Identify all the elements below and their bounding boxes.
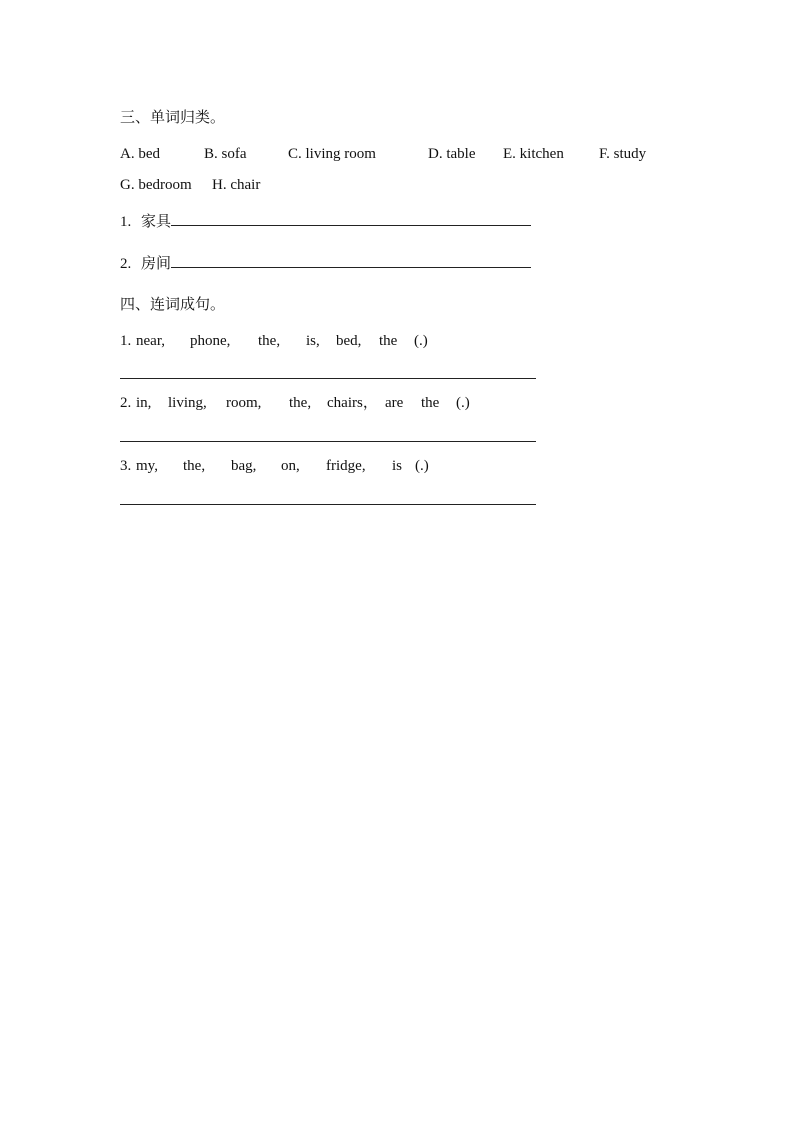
question-number: 3. bbox=[120, 458, 132, 474]
item-number: 2. bbox=[120, 256, 132, 272]
scrambled-word: is, bbox=[306, 333, 320, 349]
answer-blank[interactable] bbox=[171, 211, 531, 226]
scrambled-word: phone, bbox=[190, 333, 231, 349]
scrambled-word: the, bbox=[183, 458, 206, 474]
scrambled-word: living, bbox=[168, 395, 207, 411]
scrambled-word: chairs， bbox=[327, 395, 378, 411]
scrambled-word: (.) bbox=[456, 395, 470, 411]
classify-item-rooms bbox=[120, 253, 531, 274]
classify-item-furniture bbox=[120, 211, 531, 232]
scrambled-word: my, bbox=[136, 458, 158, 474]
scrambled-word: the bbox=[379, 333, 398, 349]
option-h: H. chair bbox=[212, 177, 261, 193]
option-e: E. kitchen bbox=[503, 146, 564, 162]
section4-heading: 四、连词成句。 bbox=[120, 295, 226, 313]
item-label: 房间 bbox=[141, 254, 172, 272]
option-b: B. sofa bbox=[204, 146, 247, 162]
answer-blank[interactable] bbox=[171, 253, 531, 268]
option-c: C. living room bbox=[288, 146, 376, 162]
scrambled-word: near, bbox=[136, 333, 165, 349]
option-a: A. bed bbox=[120, 146, 160, 162]
scrambled-word: in, bbox=[136, 395, 152, 411]
question-number: 1. bbox=[120, 333, 132, 349]
answer-line[interactable] bbox=[120, 378, 536, 379]
question-number: 2. bbox=[120, 395, 132, 411]
item-number: 1. bbox=[120, 214, 132, 230]
scrambled-word: room, bbox=[226, 395, 262, 411]
option-f: F. study bbox=[599, 146, 647, 162]
scrambled-word: the, bbox=[258, 333, 281, 349]
scrambled-word: the, bbox=[289, 395, 312, 411]
scrambled-word: is bbox=[392, 458, 403, 474]
item-label: 家具 bbox=[141, 212, 172, 230]
scrambled-word: bed, bbox=[336, 333, 362, 349]
option-d: D. table bbox=[428, 146, 476, 162]
scrambled-word: are bbox=[385, 395, 404, 411]
scrambled-word: (.) bbox=[414, 333, 428, 349]
answer-line[interactable] bbox=[120, 504, 536, 505]
scrambled-word: fridge, bbox=[326, 458, 366, 474]
option-g: G. bedroom bbox=[120, 177, 192, 193]
scrambled-word: on, bbox=[281, 458, 300, 474]
answer-line[interactable] bbox=[120, 441, 536, 442]
section3-heading: 三、单词归类。 bbox=[120, 108, 226, 126]
scrambled-word: (.) bbox=[415, 458, 429, 474]
scrambled-word: bag, bbox=[231, 458, 257, 474]
scrambled-word: the bbox=[421, 395, 440, 411]
